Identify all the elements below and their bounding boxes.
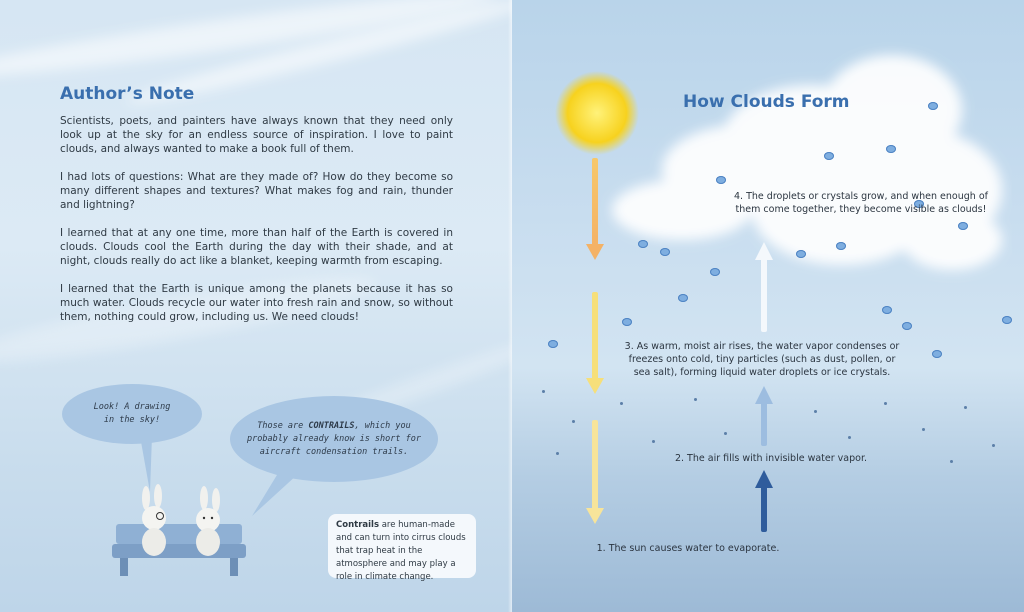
dust-particle — [992, 444, 995, 447]
bench-leg — [120, 558, 128, 576]
step-four-text: 4. The droplets or crystals grow, and when enough of them come together, they become visible as clouds! — [734, 191, 988, 215]
dust-particle — [922, 428, 925, 431]
water-droplet — [548, 340, 558, 348]
dust-particle — [950, 460, 953, 463]
water-droplet — [882, 306, 892, 314]
water-droplet — [638, 240, 648, 248]
bench-seat — [112, 544, 246, 558]
water-droplet — [836, 242, 846, 250]
dust-particle — [652, 440, 655, 443]
bunny-eye — [203, 517, 205, 519]
speech-bubble-line: probably already know is short for — [247, 433, 421, 444]
bench-backrest — [116, 524, 242, 544]
note-paragraph: I learned that the Earth is unique among the planets because it has so much water. Clouds recycle our water into fresh rain and snow, so without them, nothing could grow, including us. We need clouds! — [60, 283, 453, 323]
note-paragraph: I learned that at any one time, more than half of the Earth is covered in clouds. Clouds cool the Earth during the day with their shade, and at night, clouds really do act like a blanket, keeping warmth from escaping. — [60, 227, 453, 267]
arrow-shaft — [592, 420, 598, 510]
water-droplet — [902, 322, 912, 330]
arrow-shaft — [592, 292, 598, 380]
water-droplet — [716, 176, 726, 184]
water-droplet — [824, 152, 834, 160]
arrow-down-icon — [586, 378, 604, 394]
water-droplet — [622, 318, 632, 326]
arrow-down-icon — [586, 508, 604, 524]
bunny-ear — [200, 486, 208, 510]
speech-bubble-line: Look! A drawing — [93, 402, 171, 412]
water-droplet — [796, 250, 806, 258]
contrails-definition: are human-made and can turn into cirrus clouds that trap heat in the atmosphere and may play a role in climate change. — [336, 520, 466, 582]
bunny-body — [196, 528, 220, 556]
dust-particle — [572, 420, 575, 423]
contrails-info-box — [328, 514, 476, 582]
step-three-text: 3. As warm, moist air rises, the water vapor condenses or freezes onto cold, tiny particles (such as dust, pollen, or sea salt), forming liquid water droplets or ice crystals. — [624, 341, 900, 378]
dust-particle — [848, 436, 851, 439]
bunny-ear — [154, 484, 162, 508]
dust-particle — [556, 452, 559, 455]
dust-particle — [694, 398, 697, 401]
step-two-text: 2. The air fills with invisible water vapor. — [674, 453, 868, 464]
water-droplet — [886, 145, 896, 153]
bunny-ear — [212, 488, 220, 512]
water-droplet — [932, 350, 942, 358]
dust-particle — [542, 390, 545, 393]
arrow-down-icon — [586, 244, 604, 260]
bench-leg — [230, 558, 238, 576]
speech-bubble-line: aircraft condensation trails. — [259, 446, 409, 457]
dust-particle — [884, 402, 887, 405]
how-clouds-form-title: How Clouds Form — [683, 92, 850, 112]
arrow-shaft — [761, 486, 767, 532]
note-paragraph: I had lots of questions: What are they made of? How do they become so many different shapes and textures? What makes fog and rain, thunder and lightning? — [60, 171, 453, 211]
water-droplet — [1002, 316, 1012, 324]
bench-with-bunnies-illustration — [108, 484, 258, 584]
water-droplet — [660, 248, 670, 256]
water-droplet — [710, 268, 720, 276]
bunny-ear — [142, 486, 150, 510]
authors-note-title: Author’s Note — [60, 84, 195, 104]
water-droplet — [928, 102, 938, 110]
contrails-term: Contrails — [336, 520, 380, 530]
right-page-how-clouds-form — [512, 0, 1024, 612]
bunny-eye — [211, 517, 213, 519]
speech-bubble-line: in the sky! — [103, 415, 161, 425]
dust-particle — [964, 406, 967, 409]
water-droplet — [678, 294, 688, 302]
speech-bubble-small — [62, 384, 202, 444]
step-one-text: 1. The sun causes water to evaporate. — [596, 543, 780, 554]
dust-particle — [814, 410, 817, 413]
arrow-shaft — [592, 158, 598, 246]
note-paragraph: Scientists, poets, and painters have always known that they need only look up at the sky for an endless source of inspiration. I love to paint clouds, and always wanted to make a book full of them. — [60, 115, 453, 155]
arrow-shaft — [761, 402, 767, 446]
water-droplet — [958, 222, 968, 230]
sun-icon — [552, 68, 642, 158]
authors-note-body — [60, 114, 453, 338]
speech-bubble-line: Those are CONTRAILS, which you — [257, 420, 411, 431]
dust-particle — [620, 402, 623, 405]
bunny-body — [142, 528, 166, 556]
arrow-shaft — [761, 258, 767, 332]
dust-particle — [724, 432, 727, 435]
